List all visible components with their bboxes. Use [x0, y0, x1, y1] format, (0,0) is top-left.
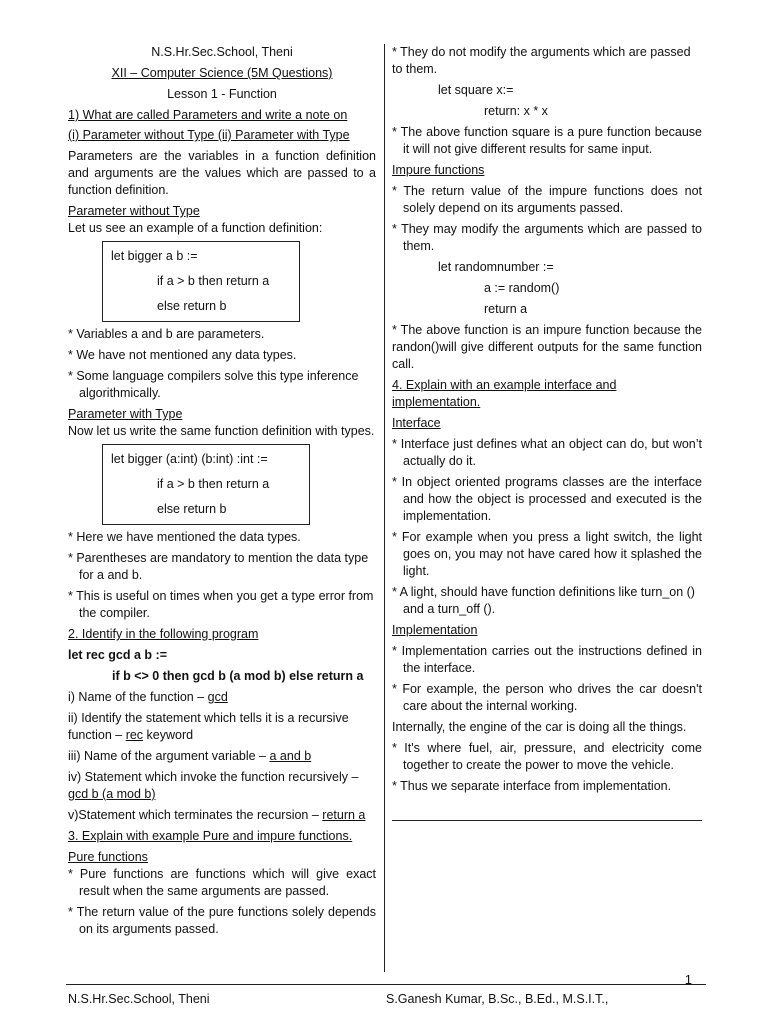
answer-ii-value: rec — [125, 728, 144, 742]
bullet: * We have not mentioned any data types. — [68, 348, 297, 362]
question-3: 3. Explain with example Pure and impure functions. — [68, 829, 353, 843]
subject-title: XII – Computer Science (5M Questions) — [111, 66, 333, 80]
bullet: * The return value of the pure functions solely depends on its arguments passed. — [68, 905, 376, 936]
bullet: * Here we have mentioned the data types. — [68, 530, 301, 544]
program-line-2: if b <> 0 then gcd b (a mod b) else return a — [112, 669, 364, 683]
bullet: * Parentheses are mandatory to mention the data type for a and b. — [68, 551, 369, 582]
page-footer — [66, 972, 706, 1006]
code-box-without-type — [102, 241, 300, 322]
paragraph-internally: Internally, the engine of the car is doing all the things. — [392, 720, 687, 734]
footer-author: S.Ganesh Kumar, B.Sc., B.Ed., M.S.I.T., — [386, 992, 609, 1006]
code-line: let randomnumber := — [438, 260, 554, 274]
bullet: * Pure functions are functions which will give exact result when the same arguments are passed. — [68, 867, 376, 898]
code-line: let bigger a b := — [111, 249, 198, 263]
footer-school: N.S.Hr.Sec.School, Theni — [68, 992, 210, 1006]
answer-iv — [68, 769, 376, 803]
code-line: let square x:= — [438, 83, 514, 97]
answer-ii-text: ii) Identify the statement which tells it is a recursive function – — [68, 711, 349, 742]
bullet: * For example, the person who drives the car doesn't care about the internal working. — [392, 682, 702, 713]
answer-iv-text: iv) Statement which invoke the function recursively – — [68, 770, 359, 784]
bullet: * Implementation carries out the instructions defined in the interface. — [392, 644, 702, 675]
answer-ii-suffix: keyword — [143, 728, 194, 742]
answer-v — [68, 807, 376, 824]
heading-impure-functions: Impure functions — [392, 163, 485, 177]
answer-iii-text: iii) Name of the argument variable – — [68, 749, 270, 763]
answer-i-value: gcd — [207, 690, 228, 704]
code-line: let bigger (a:int) (b:int) :int := — [111, 452, 268, 466]
question-4: 4. Explain with an example interface and implementation. — [392, 378, 617, 409]
question-2: 2. Identify in the following program — [68, 627, 259, 641]
bullet: * It's where fuel, air, pressure, and electricity come together to create the power to move the vehicle. — [392, 741, 702, 772]
school-title: N.S.Hr.Sec.School, Theni — [151, 45, 293, 59]
section-end-rule — [392, 820, 702, 821]
question-1-line1: 1) What are called Parameters and write a note on — [68, 108, 348, 122]
code-box-with-type — [102, 444, 310, 525]
right-column — [392, 44, 702, 799]
typed-example-intro: Now let us write the same function definition with types. — [68, 424, 375, 438]
left-column — [68, 44, 376, 942]
bullet: * In object oriented programs classes are the interface and how the object is processed and executed is the implementation. — [392, 475, 702, 523]
example-intro: Let us see an example of a function definition: — [68, 221, 323, 235]
bullet: * Thus we separate interface from implementation. — [392, 779, 672, 793]
answer-ii — [68, 710, 376, 744]
code-line: a := random() — [484, 281, 560, 295]
bullet: * Variables a and b are parameters. — [68, 327, 265, 341]
program-line-1: let rec gcd a b := — [68, 648, 167, 662]
page-number: 1 — [684, 972, 692, 987]
code-line: else return b — [157, 299, 227, 313]
heading-parameter-without-type: Parameter without Type — [68, 204, 200, 218]
bullet: * The return value of the impure functions does not solely depend on its arguments passed. — [392, 184, 702, 215]
answer-i — [68, 689, 376, 706]
bullet: * The above function is an impure function because the randon()will give different outputs for the same function call. — [392, 323, 702, 371]
code-line: return a — [484, 302, 528, 316]
bullet: * Interface just defines what an object can do, but won’t actually do it. — [392, 437, 702, 468]
parameters-definition: Parameters are the variables in a function definition and arguments are the values which are passed to a function definition. — [68, 149, 376, 197]
answer-iii-value: a and b — [269, 749, 312, 763]
bullet: * They do not modify the arguments which are passed to them. — [392, 45, 691, 76]
bullet: * Some language compilers solve this type inference algorithmically. — [68, 369, 359, 400]
bullet: * For example when you press a light switch, the light goes on, you may not have cared how it splashed the light. — [392, 530, 702, 578]
code-line: return: x * x — [484, 104, 548, 118]
code-line: if a > b then return a — [157, 477, 270, 491]
code-line: if a > b then return a — [157, 274, 270, 288]
answer-iv-value: gcd b (a mod b) — [68, 787, 156, 801]
answer-iii — [68, 748, 376, 765]
question-1-line2: (i) Parameter without Type (ii) Parameter with Type — [68, 128, 350, 142]
answer-v-value: return a — [322, 808, 366, 822]
lesson-title: Lesson 1 - Function — [167, 87, 277, 101]
answer-i-text: i) Name of the function – — [68, 690, 208, 704]
bullet: * The above function square is a pure function because it will not give different results for same input. — [392, 125, 702, 156]
heading-interface: Interface — [392, 416, 441, 430]
column-divider — [384, 44, 385, 972]
heading-parameter-with-type: Parameter with Type — [68, 407, 183, 421]
code-line: else return b — [157, 502, 227, 516]
bullet: * They may modify the arguments which are passed to them. — [392, 222, 702, 253]
heading-implementation: Implementation — [392, 623, 478, 637]
heading-pure-functions: Pure functions — [68, 850, 148, 864]
bullet: * This is useful on times when you get a type error from the compiler. — [68, 589, 374, 620]
answer-v-text: v)Statement which terminates the recursion – — [68, 808, 323, 822]
bullet: * A light, should have function definitions like turn_on () and a turn_off (). — [392, 585, 695, 616]
